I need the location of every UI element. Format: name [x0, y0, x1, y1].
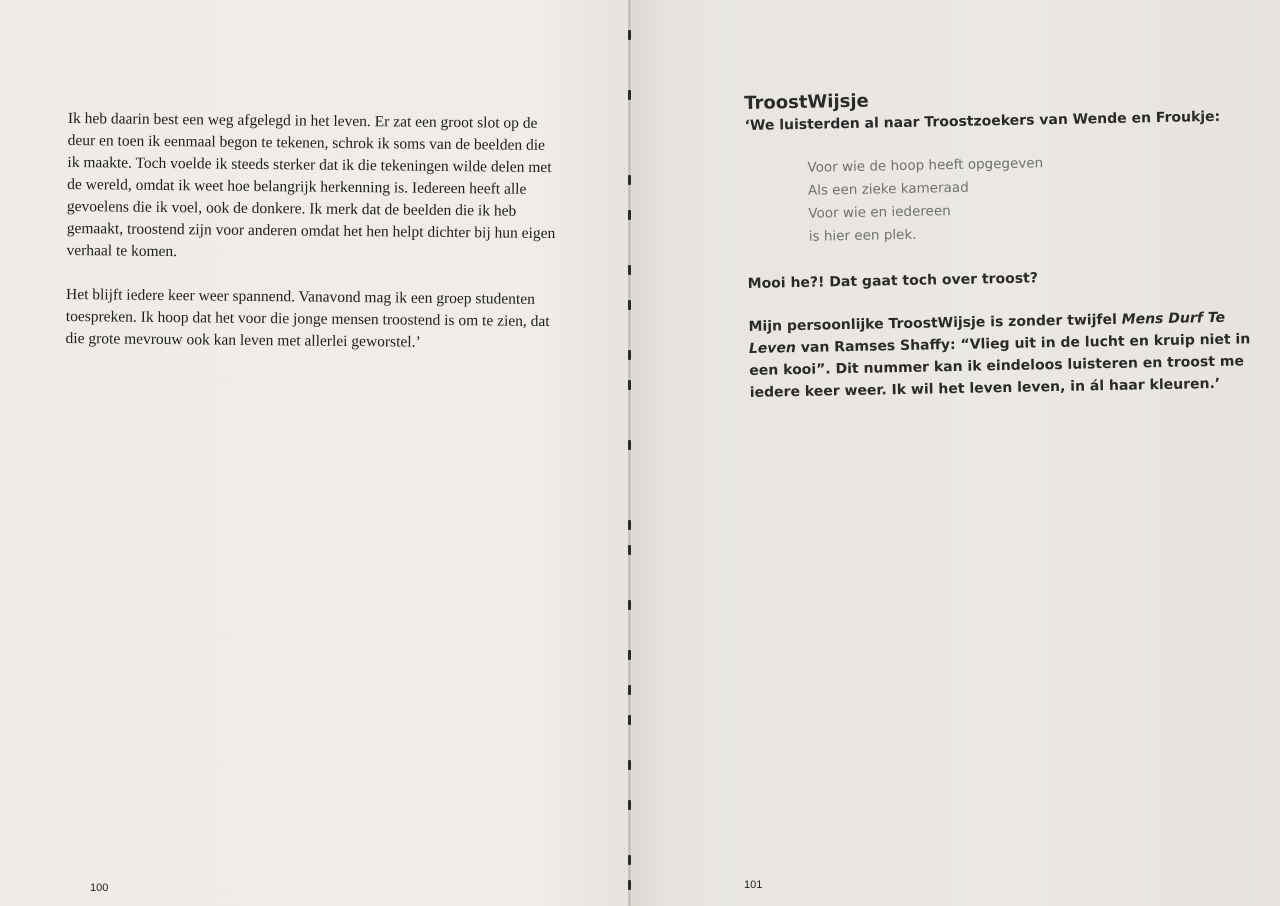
stitch-mark [628, 350, 631, 360]
right-page [630, 0, 1280, 906]
stitch-mark [628, 800, 631, 810]
stitch-mark [628, 545, 631, 555]
song-lyrics [807, 148, 1267, 249]
left-page [0, 0, 630, 906]
book-spine [628, 0, 631, 906]
stitch-mark [628, 650, 631, 660]
lyric-line: Voor wie en iedereen [808, 203, 951, 222]
closing-paragraph [748, 306, 1270, 404]
lyric-line: Als een zieke kameraad [807, 179, 969, 199]
stitch-mark [628, 600, 631, 610]
paragraph: Ik heb daarin best een weg afgelegd in het leven. Er zat een groot slot op de deur en toen ik eenmaal begon te tekenen, schrok ik soms van de beelden die ik maakte. Toch voelde ik steeds sterker dat ik die tekeningen wilde delen met de wereld, omdat ik weet hoe belangrijk herkenning is. Iedereen heeft alle gevoelens die ik voel, ook de donkere. Ik merk dat de beelden die ik heb gemaakt, troostend zijn voor anderen omdat het hen helpt dichter bij hun eigen verhaal te komen. [66, 109, 556, 261]
closing-text-before: Mijn persoonlijke TroostWijsje is zonder twijfel [748, 311, 1122, 335]
page-number: 100 [90, 882, 109, 894]
stitch-mark [628, 685, 631, 695]
stitch-mark [628, 265, 631, 275]
lyric-line: is hier een plek. [808, 226, 917, 245]
paragraph: Het blijft iedere keer weer spannend. Vanavond mag ik een groep studenten toespreken. Ik hoop dat het voor die jonge mensen troostend is om te zien, dat die grote mevrouw ook kan leven met allerlei geworstel.’ [65, 285, 550, 351]
stitch-mark [628, 855, 631, 865]
section-subheading: ‘We luisterden al naar Troostzoekers van Wende en Froukje: [744, 108, 1221, 134]
closing-text-after: van Ramses Shaffy: “Vlieg uit in de lucht en kruip niet in een kooi”. Dit nummer kan ik eindeloos luisteren en troost me iedere keer weer. Ik wil het leven leven, in ál haar kleuren.’ [749, 331, 1251, 401]
stitch-mark [628, 300, 631, 310]
stitch-mark [628, 715, 631, 725]
stitch-mark [628, 520, 631, 530]
stitch-mark [628, 380, 631, 390]
section-heading: TroostWijsje [744, 90, 869, 114]
stitch-mark [628, 30, 631, 40]
stitch-mark [628, 440, 631, 450]
stitch-mark [628, 175, 631, 185]
lyric-line: Voor wie de hoop heeft opgegeven [807, 155, 1044, 176]
stitch-mark [628, 760, 631, 770]
left-page-body [65, 108, 558, 377]
stitch-mark [628, 880, 631, 890]
song-title: Mens Durf Te Leven [748, 309, 1226, 357]
right-page-body [744, 82, 1270, 404]
stitch-mark [628, 210, 631, 220]
stitch-mark [628, 90, 631, 100]
page-number: 101 [744, 879, 763, 891]
question-text: Mooi he?! Dat gaat toch over troost? [747, 270, 1039, 292]
